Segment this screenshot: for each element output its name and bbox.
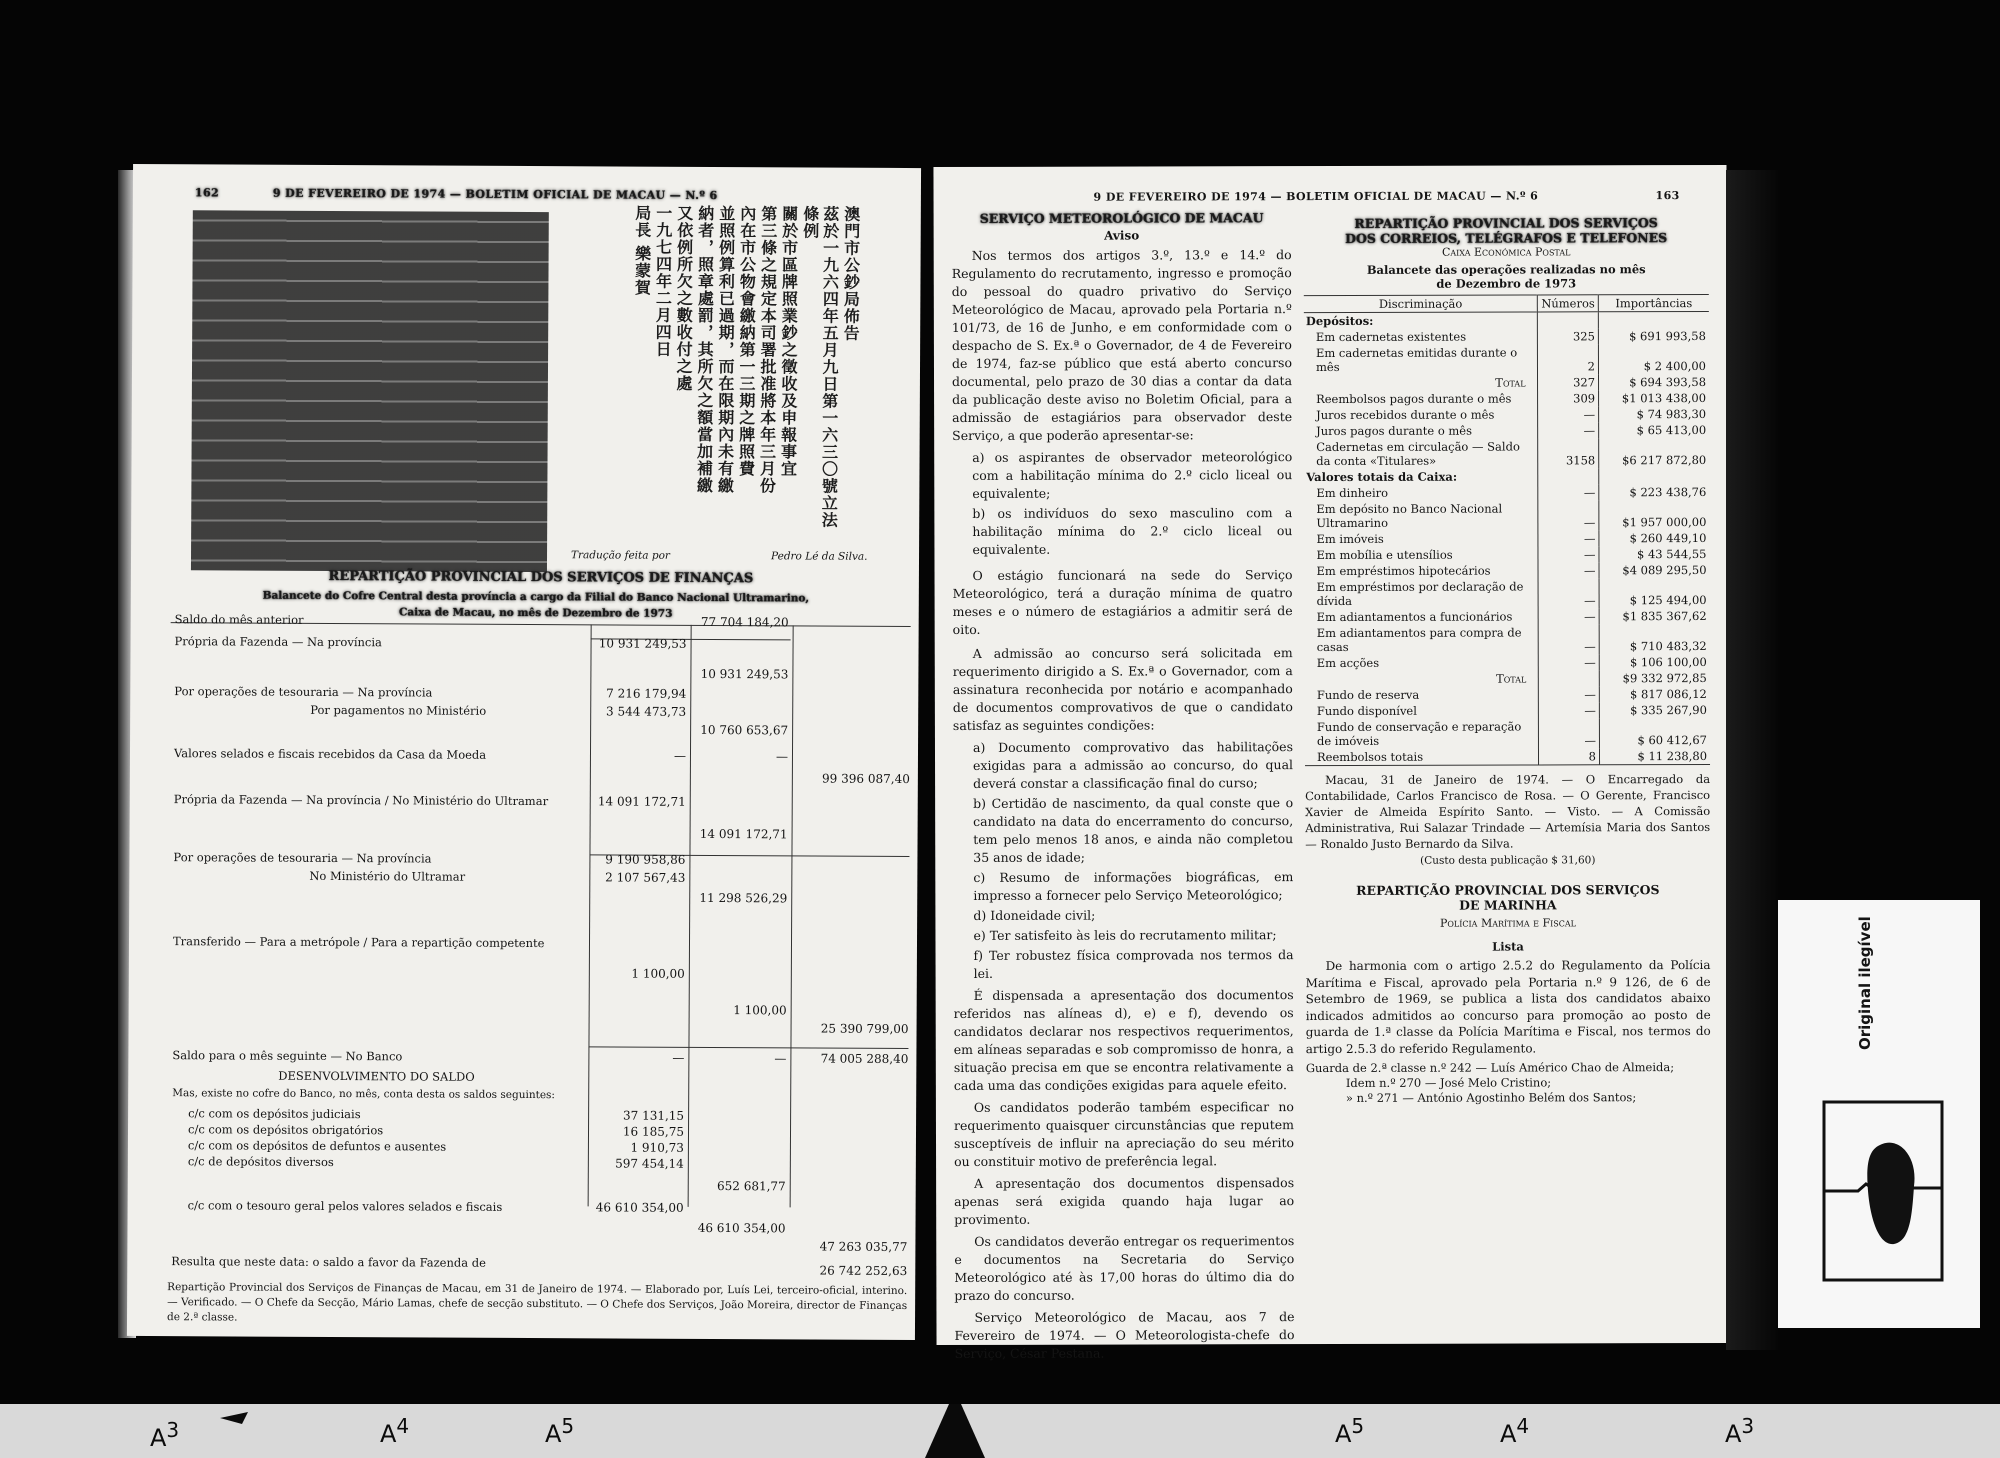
translation-label: Tradução feita por	[570, 549, 670, 562]
marinha-name: Idem n.º 270 — José Melo Cristino;	[1345, 1075, 1552, 1090]
finance-row-value: 14 091 172,71	[597, 794, 686, 809]
finance-row-value: 10 931 249,53	[598, 636, 687, 651]
finance-row-value: 3 544 473,73	[606, 704, 687, 719]
ctt-row-label: Em adiantamentos para compra de casas	[1305, 624, 1539, 655]
ctt-row-label: Fundo de reserva	[1305, 686, 1539, 703]
finance-row-label: Transferido — Para a metrópole / Para a repartição competente	[172, 934, 545, 951]
ctt-row-label: Valores totais da Caixa:	[1304, 468, 1538, 485]
right-page-number: 163	[1655, 189, 1680, 203]
ctt-row-amount: $ 60 412,67	[1637, 733, 1707, 748]
ctt-row-label: Em empréstimos hipotecários	[1304, 562, 1538, 579]
marinha-text: De harmonia com o artigo 2.5.2 do Regulamento da Polícia Marítima e Fiscal, aprovado pela Portaria n.º 9 126, de 6 de Setembro de 1969, se publica a lista dos candidatos abaixo indicados admitidos ao concurso para promoção ao posto de guarda de 1.ª classe da Polícia Marítima e Fiscal, nos termos do artigo 2.5.3 do referido Regulamento.	[1305, 958, 1711, 1056]
illegible-stamp-label: Original ilegível	[1856, 916, 1874, 1050]
meteo-subtitle: Aviso	[1104, 228, 1140, 243]
finance-row-label: Por pagamentos no Ministério	[310, 702, 487, 718]
development-label: c/c com os depósitos judiciais	[188, 1106, 361, 1122]
ctt-table-row	[1305, 686, 1710, 703]
ctt-row-amount: $1 835 367,62	[1622, 609, 1707, 624]
ctt-table-row	[1305, 608, 1710, 625]
ctt-row-label: Total	[1304, 374, 1538, 391]
ctt-row-count: —	[1538, 406, 1599, 422]
meteo-title: SERVIÇO METEOROLÓGICO DE MACAU	[979, 210, 1264, 226]
meteo-column	[952, 210, 1295, 1363]
ctt-row-count	[1539, 670, 1600, 686]
meteo-item: f) Ter robustez física comprovada nos termos da lei.	[973, 947, 1294, 981]
right-page-header: 9 DE FEVEREIRO DE 1974 — BOLETIM OFICIAL DE MACAU — N.º 6	[1093, 189, 1539, 204]
ctt-column	[1304, 215, 1711, 1106]
ctt-row-amount: $1 957 000,00	[1622, 515, 1707, 530]
development-value: 46 610 354,00	[595, 1200, 684, 1215]
meteo-paragraph: Os candidatos poderão também especificar no requerimento quaisquer circunstâncias que reputem susceptíveis de influir na apreciação do seu mérito ou constituir motivo de preferência legal.	[953, 1099, 1295, 1169]
meteo-paragraph: É dispensada a apresentação dos documentos referidos nas alíneas d), e) e f), devendo os candidatos declarar nos respectivos requerimentos, em alíneas separadas e sob compromisso de honra, a situação precisa em que se encontra relativamente a cada uma das condições exigidas para aquele efeito.	[953, 987, 1294, 1093]
frame-marker: $A^5$	[545, 1414, 575, 1448]
cjk-notice-column: 並照例算利已過期，而在限期內未有繳	[715, 205, 736, 495]
ctt-table-row	[1304, 390, 1709, 407]
finance-row-label: Própria da Fazenda — Na província	[174, 634, 382, 650]
ctt-row-label: Em cadernetas existentes	[1304, 328, 1538, 345]
ctt-table-row	[1304, 562, 1709, 579]
ctt-row-amount	[1599, 468, 1710, 484]
ctt-row-count: 2	[1538, 344, 1599, 374]
marinha-title-2: DE MARINHA	[1459, 897, 1557, 913]
finance-row-value: 25 390 799,00	[820, 1021, 909, 1037]
ctt-row-count: —	[1538, 422, 1599, 438]
meteo-paragraph: O estágio funcionará na sede do Serviço Meteorológico, terá a duração mínima de quatro meses e o número de estagiários a admitir será de oito.	[952, 567, 1293, 637]
ctt-balance-1: Balancete das operações realizadas no mês	[1366, 262, 1646, 277]
cjk-notice-title: 澳門市公鈔局佈告	[841, 205, 861, 342]
ctt-table-row	[1305, 654, 1710, 671]
ctt-row-amount: $ 260 449,10	[1629, 531, 1707, 546]
ctt-row-amount: $1 013 438,00	[1621, 391, 1707, 406]
ctt-row-amount: $9 332 972,85	[1622, 671, 1707, 686]
finance-row-value: 2 107 567,43	[605, 870, 686, 885]
left-page-number: 162	[194, 186, 220, 200]
development-value: 16 185,75	[622, 1124, 685, 1139]
finance-row-value: —	[672, 1050, 685, 1065]
finance-row-value: 77 704 184,20	[700, 614, 789, 630]
ctt-row-label: Em imóveis	[1304, 530, 1538, 547]
ctt-balance-2: de Dezembro de 1973	[1436, 276, 1577, 291]
development-label: c/c com o tesouro geral pelos valores selados e fiscais	[187, 1198, 503, 1214]
ctt-row-amount: $ 125 494,00	[1629, 593, 1707, 608]
cjk-notice-column: 又依例所欠之數收付之處	[673, 204, 694, 392]
finance-row-value: 7 216 179,94	[606, 686, 687, 701]
left-page	[127, 164, 921, 1340]
ctt-row-count: —	[1539, 718, 1600, 748]
ctt-row-count: 327	[1538, 374, 1599, 390]
meteo-paragraph: Os candidatos deverão entregar os requerimentos e documentos na Secretaria do Serviço Meteorológico até às 17,00 horas do último dia do prazo do concurso.	[954, 1233, 1295, 1303]
ctt-row-count: —	[1539, 608, 1600, 624]
ctt-row-amount: $ 691 993,58	[1629, 329, 1706, 344]
ctt-table-row	[1304, 406, 1709, 423]
marinha-lista: Lista	[1492, 939, 1524, 954]
ctt-table-row	[1304, 500, 1709, 531]
finance-row-label: Valores selados e fiscais recebidos da Casa da Moeda	[173, 746, 487, 762]
ctt-row-amount: $ 65 413,00	[1636, 423, 1707, 438]
ctt-table-row	[1305, 578, 1710, 609]
meteo-closing: Serviço Meteorológico de Macau, aos 7 de Fevereiro de 1974. — O Meteorologista-chefe do Serviço, César Pestana.	[954, 1309, 1295, 1361]
marinha-subtitle: Polícia Marítima e Fiscal	[1439, 916, 1576, 930]
illegible-text-block	[191, 210, 549, 572]
finance-row-label: No Ministério do Ultramar	[309, 868, 466, 884]
development-value: 37 131,15	[622, 1108, 685, 1123]
ctt-row-label: Fundo disponível	[1305, 702, 1539, 719]
meteo-paragraph: A apresentação dos documentos dispensados apenas será exigida quando haja lugar ao provimento.	[954, 1175, 1295, 1227]
finance-row-label: Por operações de tesouraria — Na província	[174, 684, 433, 700]
ctt-row-count: —	[1539, 654, 1600, 670]
gutter-notch-icon	[925, 1404, 985, 1458]
cjk-notice-column: 第三條之規定本司署批准將本年三月份	[757, 205, 778, 495]
ctt-row-count: —	[1538, 484, 1599, 500]
finance-row-value: 11 298 526,29	[699, 890, 788, 906]
finance-row-label: Saldo para o mês seguinte — No Banco	[172, 1048, 403, 1064]
development-label: Resulta que neste data: o saldo a favor da Fazenda de	[171, 1254, 487, 1270]
translator-name: Pedro Lé da Silva.	[770, 550, 868, 563]
finance-row-value: —	[774, 1051, 787, 1066]
ctt-row-amount: $ 694 393,58	[1629, 375, 1707, 390]
ctt-row-amount: $6 217 872,80	[1622, 453, 1707, 468]
ctt-row-count: —	[1539, 578, 1600, 608]
frame-marker: $A^4$	[380, 1414, 410, 1448]
ctt-title-1: REPARTIÇÃO PROVINCIAL DOS SERVIÇOS	[1354, 215, 1658, 231]
ctt-row-label: Em adiantamentos a funcionários	[1305, 608, 1539, 625]
cjk-notice-column: 內在市公物會繳納第一三期之牌照費	[736, 205, 757, 478]
cjk-notice	[559, 204, 861, 546]
ctt-row-amount: $ 106 100,00	[1629, 655, 1707, 670]
ctt-row-count: —	[1538, 530, 1599, 546]
ctt-row-label: Total	[1305, 670, 1539, 687]
development-value: 1 910,73	[630, 1140, 684, 1155]
cjk-notice-date: 一九七四年二月四日	[653, 204, 673, 358]
finance-row-label: Saldo do mês anterior	[174, 612, 304, 627]
ctt-row-count	[1538, 468, 1599, 484]
ctt-table-row	[1304, 344, 1709, 375]
ctt-row-label: Juros pagos durante o mês	[1304, 422, 1538, 439]
ctt-row-amount: $ 74 983,30	[1636, 407, 1707, 422]
development-value: 652 681,77	[716, 1179, 786, 1194]
meteo-paragraph: Nos termos dos artigos 3.º, 13.º e 14.º do Regulamento do recrutamento, ingresso e promoção do pessoal do quadro privativo do Serviço Meteorológico de Macau, aprovado pela Portaria n.º 101/73, de 16 de Junho, e em conformidade com o despacho de S. Ex.ª o Governador, de 4 de Fevereiro de 1974, faz-se público que está aberto concurso documental, pelo prazo de 30 dias a contar da data da publicação deste aviso no Boletim Oficial, para a admissão de estagiários para observador deste Serviço, a que poderão apresentar-se:	[951, 247, 1293, 443]
ctt-row-count: —	[1539, 702, 1600, 718]
development-value: 26 742 252,63	[819, 1263, 908, 1279]
development-label: c/c de depósitos diversos	[187, 1154, 334, 1170]
finance-row-value: 10 760 653,67	[700, 722, 789, 738]
film-frame-strip	[0, 1404, 2000, 1458]
ctt-subtitle: Caixa Económica Postal	[1441, 245, 1571, 259]
finance-title: REPARTIÇÃO PROVINCIAL DOS SERVIÇOS DE FINANÇAS	[328, 568, 754, 587]
ctt-row-amount: $ 43 544,55	[1636, 547, 1707, 562]
ctt-row-amount: $ 817 086,12	[1629, 687, 1707, 702]
marinha-title-1: REPARTIÇÃO PROVINCIAL DOS SERVIÇOS	[1356, 882, 1660, 898]
ctt-row-label: Em depósito no Banco Nacional Ultramarino	[1304, 500, 1538, 531]
ctt-row-count: —	[1538, 546, 1599, 562]
ctt-row-amount: $ 2 400,00	[1643, 359, 1707, 374]
ctt-row-count: —	[1538, 500, 1599, 530]
ctt-table-row	[1304, 438, 1709, 469]
ctt-row-count: —	[1538, 562, 1599, 578]
ctt-row-amount	[1598, 312, 1709, 329]
ctt-table-row	[1305, 748, 1710, 766]
ctt-row-count: —	[1539, 624, 1600, 654]
ctt-table-body	[1304, 312, 1710, 766]
finance-row-value: 1 100,00	[631, 966, 685, 981]
ctt-row-label: Em empréstimos por declaração de dívida	[1305, 578, 1539, 609]
arrow-marker-icon	[220, 1412, 250, 1428]
cjk-notice-column: 納者，照章處罰，其所欠之額當加補繳	[694, 204, 715, 494]
ctt-cost: (Custo desta publicação $ 31,60)	[1420, 854, 1596, 867]
development-intro: Mas, existe no cofre do Banco, no mês, conta desta os saldos seguintes:	[172, 1087, 556, 1102]
meteo-item: c) Resumo de informações biográficas, em impresso a fornecer pelo Serviço Meteorológico;	[973, 869, 1294, 903]
ctt-row-label: Cadernetas em circulação — Saldo da conta «Titulares»	[1304, 438, 1538, 469]
ctt-table-row	[1304, 312, 1709, 330]
ctt-table-row	[1304, 546, 1709, 563]
development-label: c/c com os depósitos obrigatórios	[187, 1122, 384, 1138]
ctt-row-count: 309	[1538, 390, 1599, 406]
ctt-table-row	[1304, 422, 1709, 439]
meteo-item: b) os indivíduos do sexo masculino com a habilitação mínima do 2.º ciclo liceal ou equivalente.	[972, 505, 1293, 557]
torn-page-icon	[1818, 1096, 1948, 1286]
ctt-row-count	[1538, 312, 1599, 329]
ctt-table-row	[1304, 374, 1709, 391]
finance-row-value: 74 005 288,40	[820, 1051, 909, 1067]
ctt-row-amount: $ 710 483,32	[1629, 639, 1707, 654]
left-page-header: 9 DE FEVEREIRO DE 1974 — BOLETIM OFICIAL DE MACAU — N.º 6	[272, 186, 718, 203]
column-header: Discriminação	[1304, 295, 1538, 313]
ctt-table-row	[1304, 484, 1709, 501]
ctt-row-amount: $4 089 295,50	[1622, 563, 1707, 578]
ctt-table-row	[1305, 702, 1710, 719]
ctt-row-count: —	[1539, 686, 1600, 702]
ctt-row-count: 3158	[1538, 438, 1599, 468]
meteo-item: a) Documento comprovativo das habilitações exigidas para a admissão ao concurso, do qual deverá constar a classificação final do curso;	[972, 739, 1294, 791]
finance-signature: Repartição Provincial dos Serviços de Finanças de Macau, em 31 de Janeiro de 1974. — Elaborado por, Luís Lei, terceiro-oficial, interino. — Verificado. — O Chefe da Secção, Mário Lamas, chefe de secção substituto. — O Chefe dos Serviços, João Moreira, director de Finanças de 2.ª classe.	[167, 1281, 908, 1324]
finance-row-value: 9 190 958,86	[605, 852, 686, 867]
ctt-row-amount: $ 11 238,80	[1637, 749, 1708, 764]
ctt-row-amount: $ 223 438,76	[1629, 485, 1707, 500]
finance-subtitle-2: Caixa de Macau, no mês de Dezembro de 1973	[398, 606, 673, 620]
right-page	[933, 165, 1729, 1361]
frame-marker: $A^3$	[150, 1418, 180, 1452]
column-header: Importâncias	[1615, 296, 1693, 311]
finance-row-value: 99 396 087,40	[822, 771, 910, 787]
cjk-notice-signatory: 局長 樂蒙賀	[632, 204, 652, 297]
ctt-row-label: Reembolsos pagos durante o mês	[1304, 390, 1538, 407]
ctt-row-amount: $ 335 267,90	[1630, 703, 1707, 718]
ctt-table-row	[1304, 530, 1709, 547]
ctt-table-row	[1305, 718, 1710, 749]
frame-marker: $A^5$	[1335, 1414, 1365, 1448]
ctt-row-label: Em acções	[1305, 654, 1539, 671]
marinha-name: » n.º 271 — António Agostinho Belém dos Santos;	[1345, 1090, 1637, 1105]
finance-row-value: 1 100,00	[733, 1003, 787, 1018]
meteo-item: a) os aspirantes de observador meteorológico com a habilitação mínima do 2.º ciclo liceal ou equivalente;	[972, 449, 1293, 501]
frame-marker: $A^3$	[1725, 1414, 1755, 1448]
column-header: Números	[1538, 295, 1599, 312]
meteo-item: e) Ter satisfeito às leis do recrutamento militar;	[973, 927, 1277, 943]
meteo-item: d) Idoneidade civil;	[973, 907, 1096, 923]
meteo-paragraph: A admissão ao concurso será solicitada em requerimento dirigido a S. Ex.ª o Governador, com a assinatura reconhecida por notário e acompanhado de documentos comprovativos de que o candidato satisfaz as seguintes condições:	[952, 645, 1293, 733]
ctt-title-2: DOS CORREIOS, TELÉGRAFOS E TELEFONES	[1345, 230, 1668, 246]
ctt-row-count: 8	[1539, 748, 1600, 765]
development-title: DESENVOLVIMENTO DO SALDO	[278, 1068, 475, 1084]
ctt-row-label: Depósitos:	[1304, 312, 1538, 329]
ctt-row-label: Em mobília e utensílios	[1304, 546, 1538, 563]
ctt-table-row	[1304, 468, 1709, 485]
ctt-row-label: Juros recebidos durante o mês	[1304, 406, 1538, 423]
ctt-table-row	[1305, 670, 1710, 687]
marinha-name: Guarda de 2.ª classe n.º 242 — Luís Américo Chao de Almeida;	[1305, 1060, 1675, 1076]
ctt-row-label: Em cadernetas emitidas durante o mês	[1304, 344, 1538, 375]
development-value: 47 263 035,77	[819, 1239, 908, 1255]
cjk-notice-column: 關於市區牌照業鈔之徵收及申報事宜	[778, 205, 799, 478]
finance-row-value: —	[775, 749, 789, 764]
ctt-row-label: Reembolsos totais	[1305, 748, 1539, 765]
illegible-stamp-card	[1778, 900, 1980, 1328]
meteo-item: b) Certidão de nascimento, da qual conste que o candidato na data do encerramento do concurso, tem pelo menos 18 anos, e ainda não completou 35 anos de idade;	[973, 795, 1294, 865]
ctt-row-label: Em dinheiro	[1304, 484, 1538, 501]
ctt-row-label: Fundo de conservação e reparação de imóveis	[1305, 718, 1539, 749]
ctt-balance-table	[1304, 294, 1710, 766]
ctt-row-count: 325	[1538, 328, 1599, 344]
finance-row-label: Própria da Fazenda — Na província / No Ministério do Ultramar	[173, 792, 549, 809]
finance-row-value: —	[673, 748, 687, 763]
finance-row-label: Por operações de tesouraria — Na província	[173, 850, 432, 866]
ctt-signature: Macau, 31 de Janeiro de 1974. — O Encarregado da Contabilidade, Carlos Francisco de Rosa. — O Gerente, Francisco Xavier de Almeida Espírito Santo. — Visto. — A Comissão Administrativa, Rui Salazar Trindade — Artemísia Maria dos Santos — Ronaldo Justo Bernardo da Silva.	[1305, 772, 1711, 852]
finance-row-value: 14 091 172,71	[699, 826, 788, 842]
finance-subtitle-1: Balancete do Cofre Central desta província a cargo da Filial do Banco Nacional Ultramarino,	[262, 589, 810, 605]
frame-marker: $A^4$	[1500, 1414, 1530, 1448]
right-page-edge-shadow	[1726, 170, 1778, 1350]
finance-row-value: 10 931 249,53	[700, 666, 789, 682]
cjk-notice-column: 茲於一九六四年五月九日第一六三〇號立法條例	[800, 205, 840, 529]
development-label: c/c com os depósitos de defuntos e ausentes	[187, 1138, 447, 1154]
ctt-table-row	[1304, 328, 1709, 345]
development-value: 597 454,14	[615, 1156, 684, 1171]
ctt-table-row	[1305, 624, 1710, 655]
development-value: 46 610 354,00	[697, 1220, 786, 1236]
